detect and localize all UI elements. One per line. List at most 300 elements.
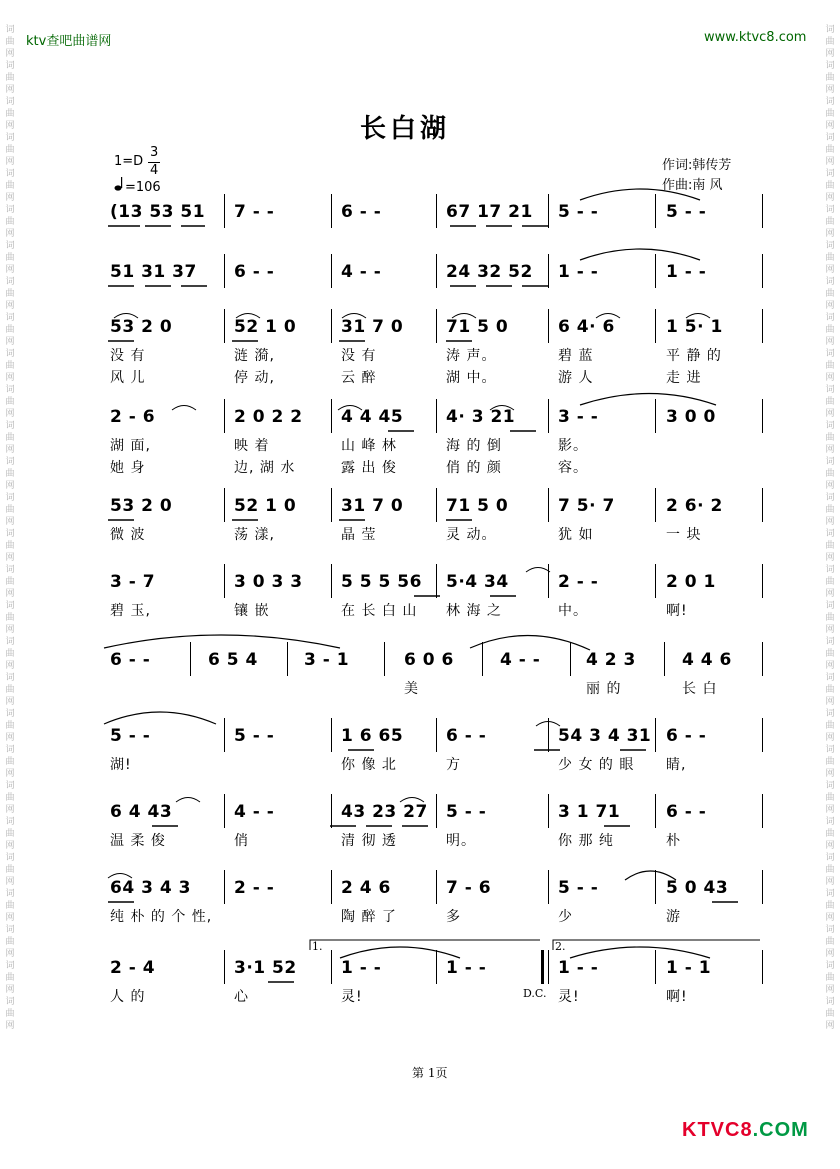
lyric-text: 美 xyxy=(404,681,419,697)
ktvc8-logo[interactable]: KTVC8.COM xyxy=(682,1119,809,1141)
lyric-text: 涟 漪, xyxy=(234,348,275,364)
lyric-text: 人 的 xyxy=(110,989,146,1005)
watermark-char: 网 xyxy=(5,193,15,203)
lyric-text: 少 xyxy=(558,909,573,925)
watermark-char: 词 xyxy=(825,673,835,683)
watermark-char: 词 xyxy=(825,61,835,71)
time-signature-bottom: 4 xyxy=(150,163,159,178)
watermark-char: 词 xyxy=(5,457,15,467)
measure-notes: 5 - - xyxy=(558,202,599,222)
watermark-char: 曲 xyxy=(825,253,835,263)
lyric-text: 中。 xyxy=(558,603,588,619)
measure-notes: 54 3 4 31 xyxy=(558,726,652,746)
watermark-char: 词 xyxy=(825,745,835,755)
watermark-char: 网 xyxy=(825,589,835,599)
measure-notes: 1 6 65 xyxy=(341,726,404,746)
time-signature-top: 3 xyxy=(150,145,159,160)
measure-notes: 3 - 1 xyxy=(304,650,350,670)
watermark-char: 网 xyxy=(5,445,15,455)
watermark-char: 曲 xyxy=(5,145,15,155)
watermark-char: 词 xyxy=(825,349,835,359)
watermark-char: 词 xyxy=(5,529,15,539)
measure-notes: 5 - - xyxy=(558,878,599,898)
measure-notes: 6 - - xyxy=(234,262,275,282)
measure-notes: 4 4 45 xyxy=(341,407,404,427)
watermark-char: 网 xyxy=(825,949,835,959)
lyric-text: 影。 xyxy=(558,438,588,454)
lyric-text: 边, 湖 水 xyxy=(234,460,296,476)
lyric-text: 少 女 的 眼 xyxy=(558,757,635,773)
watermark-char: 曲 xyxy=(5,1009,15,1019)
short-slur xyxy=(114,314,138,319)
watermark-char: 曲 xyxy=(825,937,835,947)
watermark-char: 网 xyxy=(5,733,15,743)
measure-notes: 53 2 0 xyxy=(110,496,173,516)
short-slur xyxy=(490,406,514,411)
watermark-char: 曲 xyxy=(5,109,15,119)
lyric-text: 你 那 纯 xyxy=(558,833,614,849)
lyric-text: 方 xyxy=(446,757,461,773)
measure-notes: 51 31 37 xyxy=(110,262,197,282)
watermark-char: 词 xyxy=(5,61,15,71)
watermark-char: 网 xyxy=(825,121,835,131)
watermark-char: 曲 xyxy=(825,505,835,515)
watermark-char: 词 xyxy=(825,889,835,899)
lyric-text: 云 醉 xyxy=(341,370,377,386)
measure-notes: 67 17 21 xyxy=(446,202,533,222)
measure-notes: 3 0 0 xyxy=(666,407,716,427)
watermark-char: 网 xyxy=(5,49,15,59)
short-slur xyxy=(108,874,132,879)
watermark-char: 网 xyxy=(5,1021,15,1031)
watermark-char: 词 xyxy=(825,385,835,395)
watermark-char: 网 xyxy=(5,841,15,851)
watermark-char: 词 xyxy=(5,421,15,431)
watermark-char: 网 xyxy=(825,193,835,203)
measure-notes: 6 4 43 xyxy=(110,802,173,822)
lyric-text: 心 xyxy=(234,989,249,1005)
watermark-char: 网 xyxy=(825,337,835,347)
watermark-char: 词 xyxy=(5,637,15,647)
lyric-text: 俏 的 颜 xyxy=(446,460,502,476)
measure-notes: 4· 3 21 xyxy=(446,407,516,427)
measure-notes: 4 - - xyxy=(341,262,382,282)
watermark-char: 词 xyxy=(5,997,15,1007)
watermark-char: 网 xyxy=(825,265,835,275)
watermark-char: 曲 xyxy=(825,433,835,443)
measure-notes: 6 0 6 xyxy=(404,650,454,670)
measure-notes: 1 5· 1 xyxy=(666,317,723,337)
measure-notes: 1 - - xyxy=(341,958,382,978)
watermark-char: 网 xyxy=(825,877,835,887)
lyric-text: 涛 声。 xyxy=(446,348,497,364)
watermark-char: 网 xyxy=(825,697,835,707)
watermark-char: 曲 xyxy=(825,37,835,47)
watermark-char: 网 xyxy=(5,877,15,887)
watermark-char: 曲 xyxy=(825,145,835,155)
watermark-char: 网 xyxy=(5,265,15,275)
watermark-char: 网 xyxy=(5,661,15,671)
watermark-char: 网 xyxy=(5,985,15,995)
lyric-text: 朴 xyxy=(666,833,681,849)
tie-slur xyxy=(104,712,216,724)
measure-notes: 3 0 3 3 xyxy=(234,572,303,592)
watermark-char: 词 xyxy=(5,133,15,143)
key-signature: 1=D xyxy=(114,154,144,169)
short-slur xyxy=(236,314,260,319)
tempo: =106 xyxy=(125,180,161,195)
watermark-char: 网 xyxy=(825,733,835,743)
watermark-char: 曲 xyxy=(5,613,15,623)
watermark-char: 网 xyxy=(825,301,835,311)
measure-notes: 1 - - xyxy=(558,262,599,282)
volta-bracket xyxy=(553,940,760,950)
watermark-char: 词 xyxy=(5,781,15,791)
watermark-char: 词 xyxy=(5,673,15,683)
measure-notes: 6 5 4 xyxy=(208,650,258,670)
site-url[interactable]: www.ktvc8.com xyxy=(704,30,807,45)
watermark-char: 曲 xyxy=(5,469,15,479)
watermark-char: 词 xyxy=(825,637,835,647)
watermark-char: 网 xyxy=(825,85,835,95)
measure-notes: 5 5 5 56 xyxy=(341,572,422,592)
measure-notes: 31 7 0 xyxy=(341,496,404,516)
measure-notes: 2 4 6 xyxy=(341,878,391,898)
watermark-char: 网 xyxy=(825,625,835,635)
watermark-char: 词 xyxy=(825,997,835,1007)
lyric-text: 风 儿 xyxy=(110,370,146,386)
lyric-text: 游 xyxy=(666,909,681,925)
watermark-char: 曲 xyxy=(5,865,15,875)
watermark-char: 曲 xyxy=(5,325,15,335)
measure-notes: 2 - - xyxy=(234,878,275,898)
watermark-char: 曲 xyxy=(825,973,835,983)
watermark-char: 曲 xyxy=(5,901,15,911)
watermark-char: 词 xyxy=(825,709,835,719)
watermark-char: 网 xyxy=(5,697,15,707)
lyric-text: 碧 蓝 xyxy=(558,348,594,364)
measure-notes: 2 0 1 xyxy=(666,572,716,592)
lyric-text: 湖! xyxy=(110,757,132,773)
lyric-text: 荡 漾, xyxy=(234,527,275,543)
lyric-text: 容。 xyxy=(558,460,588,476)
watermark-char: 词 xyxy=(5,277,15,287)
measure-notes: 31 7 0 xyxy=(341,317,404,337)
lyric-text: 林 海 之 xyxy=(446,603,502,619)
lyric-text: 海 的 倒 xyxy=(446,438,502,454)
watermark-char: 曲 xyxy=(5,829,15,839)
measure-notes: 5 - - xyxy=(234,726,275,746)
measure-notes: 2 0 2 2 xyxy=(234,407,303,427)
lyric-text: 明。 xyxy=(446,833,476,849)
watermark-char: 词 xyxy=(825,565,835,575)
watermark-char: 词 xyxy=(5,709,15,719)
watermark-char: 词 xyxy=(5,97,15,107)
watermark-char: 曲 xyxy=(825,217,835,227)
measure-notes: 1 - - xyxy=(666,262,707,282)
lyric-text: 微 波 xyxy=(110,527,146,543)
measure-notes: 4 - - xyxy=(500,650,541,670)
measure-notes: 1 - - xyxy=(558,958,599,978)
lyric-text: 山 峰 林 xyxy=(341,438,397,454)
measure-notes: 2 - - xyxy=(558,572,599,592)
watermark-char: 网 xyxy=(825,769,835,779)
watermark-char: 网 xyxy=(5,301,15,311)
site-name[interactable]: ktv查吧曲谱网 xyxy=(26,34,112,49)
lyric-text: 清 彻 透 xyxy=(341,833,397,849)
watermark-char: 曲 xyxy=(825,757,835,767)
lyric-text: 晶 莹 xyxy=(341,527,377,543)
measure-notes: 1 - - xyxy=(446,958,487,978)
watermark-char: 曲 xyxy=(5,541,15,551)
watermark-char: 词 xyxy=(825,493,835,503)
page-number: 第 1页 xyxy=(412,1066,448,1080)
watermark-char: 词 xyxy=(5,961,15,971)
watermark-char: 词 xyxy=(825,313,835,323)
lyric-text: 平 静 的 xyxy=(666,348,722,364)
watermark-char: 词 xyxy=(825,961,835,971)
short-slur xyxy=(526,568,550,573)
watermark-char: 词 xyxy=(825,133,835,143)
watermark-char: 网 xyxy=(5,949,15,959)
measure-notes: 7 - - xyxy=(234,202,275,222)
watermark-char: 网 xyxy=(825,1021,835,1031)
measure-notes: 3·1 52 xyxy=(234,958,297,978)
measure-notes: 6 - - xyxy=(110,650,151,670)
short-slur xyxy=(452,314,476,319)
watermark-char: 曲 xyxy=(5,721,15,731)
watermark-char: 曲 xyxy=(5,73,15,83)
tie-slur xyxy=(625,871,676,880)
short-slur xyxy=(338,406,362,411)
watermark-char: 网 xyxy=(825,553,835,563)
lyric-text: 湖 中。 xyxy=(446,370,497,386)
lyric-text: 停 动, xyxy=(234,370,275,386)
lyric-text: 啊! xyxy=(666,989,688,1005)
watermark-char: 词 xyxy=(5,601,15,611)
lyric-text: 灵 动。 xyxy=(446,527,497,543)
watermark-char: 网 xyxy=(5,373,15,383)
watermark-char: 曲 xyxy=(825,829,835,839)
lyric-text: 长 白 xyxy=(682,681,718,697)
measure-notes: 1 - 1 xyxy=(666,958,712,978)
lyric-text: 啊! xyxy=(666,603,688,619)
watermark-char: 曲 xyxy=(5,361,15,371)
lyric-text: 纯 朴 的 个 性, xyxy=(110,909,213,925)
double-bar xyxy=(541,950,544,984)
watermark-char: 曲 xyxy=(825,613,835,623)
watermark-char: 词 xyxy=(5,745,15,755)
watermark-char: 网 xyxy=(825,481,835,491)
volta-1-label: 1. xyxy=(312,940,323,953)
watermark-char: 曲 xyxy=(5,289,15,299)
watermark-char: 曲 xyxy=(825,901,835,911)
watermark-char: 词 xyxy=(825,817,835,827)
watermark-char: 词 xyxy=(5,349,15,359)
watermark-char: 曲 xyxy=(825,325,835,335)
tie-slur xyxy=(570,947,710,958)
watermark-char: 词 xyxy=(825,97,835,107)
lyricist: 作词:韩传芳 xyxy=(662,158,732,173)
watermark-char: 词 xyxy=(825,529,835,539)
watermark-char: 曲 xyxy=(5,757,15,767)
tie-slur xyxy=(580,394,716,406)
measure-notes: 2 - 4 xyxy=(110,958,156,978)
tie-slur xyxy=(340,947,460,958)
lyric-text: 露 出 俊 xyxy=(341,460,397,476)
measure-notes: 5 0 43 xyxy=(666,878,729,898)
watermark-char: 曲 xyxy=(825,361,835,371)
watermark-char: 词 xyxy=(825,205,835,215)
tie-slur xyxy=(580,249,700,260)
lyric-text: 丽 的 xyxy=(586,681,622,697)
watermark-char: 曲 xyxy=(825,541,835,551)
short-slur xyxy=(400,798,424,803)
lyric-text: 你 像 北 xyxy=(341,757,397,773)
watermark-char: 曲 xyxy=(5,433,15,443)
measure-notes: (13 53 51 xyxy=(110,202,206,222)
measure-notes: 5 - - xyxy=(446,802,487,822)
composer: 作曲:南 风 xyxy=(662,178,723,193)
measure-notes: 53 2 0 xyxy=(110,317,173,337)
watermark-char: 词 xyxy=(825,781,835,791)
watermark-char: 曲 xyxy=(5,253,15,263)
watermark-char: 曲 xyxy=(5,37,15,47)
watermark-char: 曲 xyxy=(5,577,15,587)
watermark-char: 词 xyxy=(5,853,15,863)
watermark-char: 曲 xyxy=(825,721,835,731)
watermark-char: 词 xyxy=(825,25,835,35)
watermark-char: 网 xyxy=(5,481,15,491)
watermark-char: 曲 xyxy=(5,181,15,191)
watermark-char: 词 xyxy=(825,457,835,467)
watermark-char: 网 xyxy=(5,913,15,923)
tie-slur xyxy=(470,635,590,650)
watermark-char: 网 xyxy=(825,805,835,815)
measure-notes: 7 - 6 xyxy=(446,878,492,898)
watermark-char: 网 xyxy=(5,121,15,131)
watermark-char: 网 xyxy=(5,553,15,563)
watermark-char: 网 xyxy=(825,229,835,239)
watermark-char: 曲 xyxy=(5,685,15,695)
measure-notes: 71 5 0 xyxy=(446,496,509,516)
volta-2-label: 2. xyxy=(555,940,566,953)
lyric-text: 映 着 xyxy=(234,438,270,454)
watermark-char: 网 xyxy=(5,589,15,599)
measure-notes: 64 3 4 3 xyxy=(110,878,191,898)
watermark-char: 网 xyxy=(825,517,835,527)
watermark-char: 网 xyxy=(825,409,835,419)
lyric-text: 一 块 xyxy=(666,527,702,543)
lyric-text: 没 有 xyxy=(341,348,377,364)
watermark-char: 网 xyxy=(5,337,15,347)
watermark-char: 词 xyxy=(5,493,15,503)
watermark-char: 词 xyxy=(5,817,15,827)
watermark-char: 网 xyxy=(5,517,15,527)
watermark-char: 曲 xyxy=(825,469,835,479)
watermark-char: 曲 xyxy=(5,793,15,803)
watermark-char: 网 xyxy=(5,805,15,815)
short-slur xyxy=(596,314,620,319)
measure-notes: 5·4 34 xyxy=(446,572,509,592)
tie-slur xyxy=(104,635,340,648)
measure-notes: 4 - - xyxy=(234,802,275,822)
lyric-text: 睛, xyxy=(666,757,687,773)
short-slur xyxy=(536,722,560,727)
watermark-char: 曲 xyxy=(825,865,835,875)
short-slur xyxy=(342,314,366,319)
watermark-char: 词 xyxy=(5,385,15,395)
measure-notes: 2 - 6 xyxy=(110,407,156,427)
watermark-char: 网 xyxy=(825,445,835,455)
watermark-char: 曲 xyxy=(825,181,835,191)
watermark-char: 曲 xyxy=(825,1009,835,1019)
measure-notes: 6 4· 6 xyxy=(558,317,615,337)
watermark-char: 词 xyxy=(825,169,835,179)
watermark-char: 词 xyxy=(5,925,15,935)
lyric-text: 湖 面, xyxy=(110,438,151,454)
watermark-char: 曲 xyxy=(5,505,15,515)
measure-notes: 4 4 6 xyxy=(682,650,732,670)
lyric-text: 灵! xyxy=(558,989,580,1005)
short-slur xyxy=(686,314,710,319)
measure-notes: 6 - - xyxy=(341,202,382,222)
measure-notes: 7 5· 7 xyxy=(558,496,615,516)
watermark-char: 曲 xyxy=(825,793,835,803)
measure-notes: 6 - - xyxy=(666,726,707,746)
watermark-char: 词 xyxy=(5,25,15,35)
watermark-char: 词 xyxy=(5,565,15,575)
watermark-char: 网 xyxy=(825,157,835,167)
watermark-char: 曲 xyxy=(825,397,835,407)
watermark-char: 词 xyxy=(825,925,835,935)
lyric-text: 镶 嵌 xyxy=(234,603,270,619)
measure-notes: 4 2 3 xyxy=(586,650,636,670)
short-slur xyxy=(176,798,200,803)
watermark-char: 曲 xyxy=(825,577,835,587)
watermark-char: 词 xyxy=(825,601,835,611)
watermark-char: 网 xyxy=(825,913,835,923)
lyric-text: 碧 玉, xyxy=(110,603,151,619)
watermark-char: 曲 xyxy=(825,685,835,695)
watermark-char: 曲 xyxy=(825,289,835,299)
watermark-char: 曲 xyxy=(5,649,15,659)
tie-slur xyxy=(580,189,700,200)
short-slur xyxy=(172,406,196,411)
watermark-char: 词 xyxy=(825,241,835,251)
measure-notes: 52 1 0 xyxy=(234,496,297,516)
measure-notes: 43 23 27 xyxy=(341,802,428,822)
watermark-char: 网 xyxy=(5,625,15,635)
watermark-char: 曲 xyxy=(5,973,15,983)
watermark-char: 网 xyxy=(5,769,15,779)
watermark-char: 网 xyxy=(5,229,15,239)
lyric-text: 灵! xyxy=(341,989,363,1005)
watermark-char: 网 xyxy=(5,157,15,167)
lyric-text: 走 进 xyxy=(666,370,702,386)
measure-notes: 2 6· 2 xyxy=(666,496,723,516)
measure-notes: 3 1 71 xyxy=(558,802,621,822)
watermark-char: 曲 xyxy=(825,649,835,659)
lyric-text: 没 有 xyxy=(110,348,146,364)
watermark-char: 网 xyxy=(825,841,835,851)
watermark-char: 曲 xyxy=(5,397,15,407)
measure-notes: 71 5 0 xyxy=(446,317,509,337)
lyric-text: 犹 如 xyxy=(558,527,594,543)
lyric-text: 陶 醉 了 xyxy=(341,909,397,925)
lyric-text: 俏 xyxy=(234,833,249,849)
measure-notes: 24 32 52 xyxy=(446,262,533,282)
